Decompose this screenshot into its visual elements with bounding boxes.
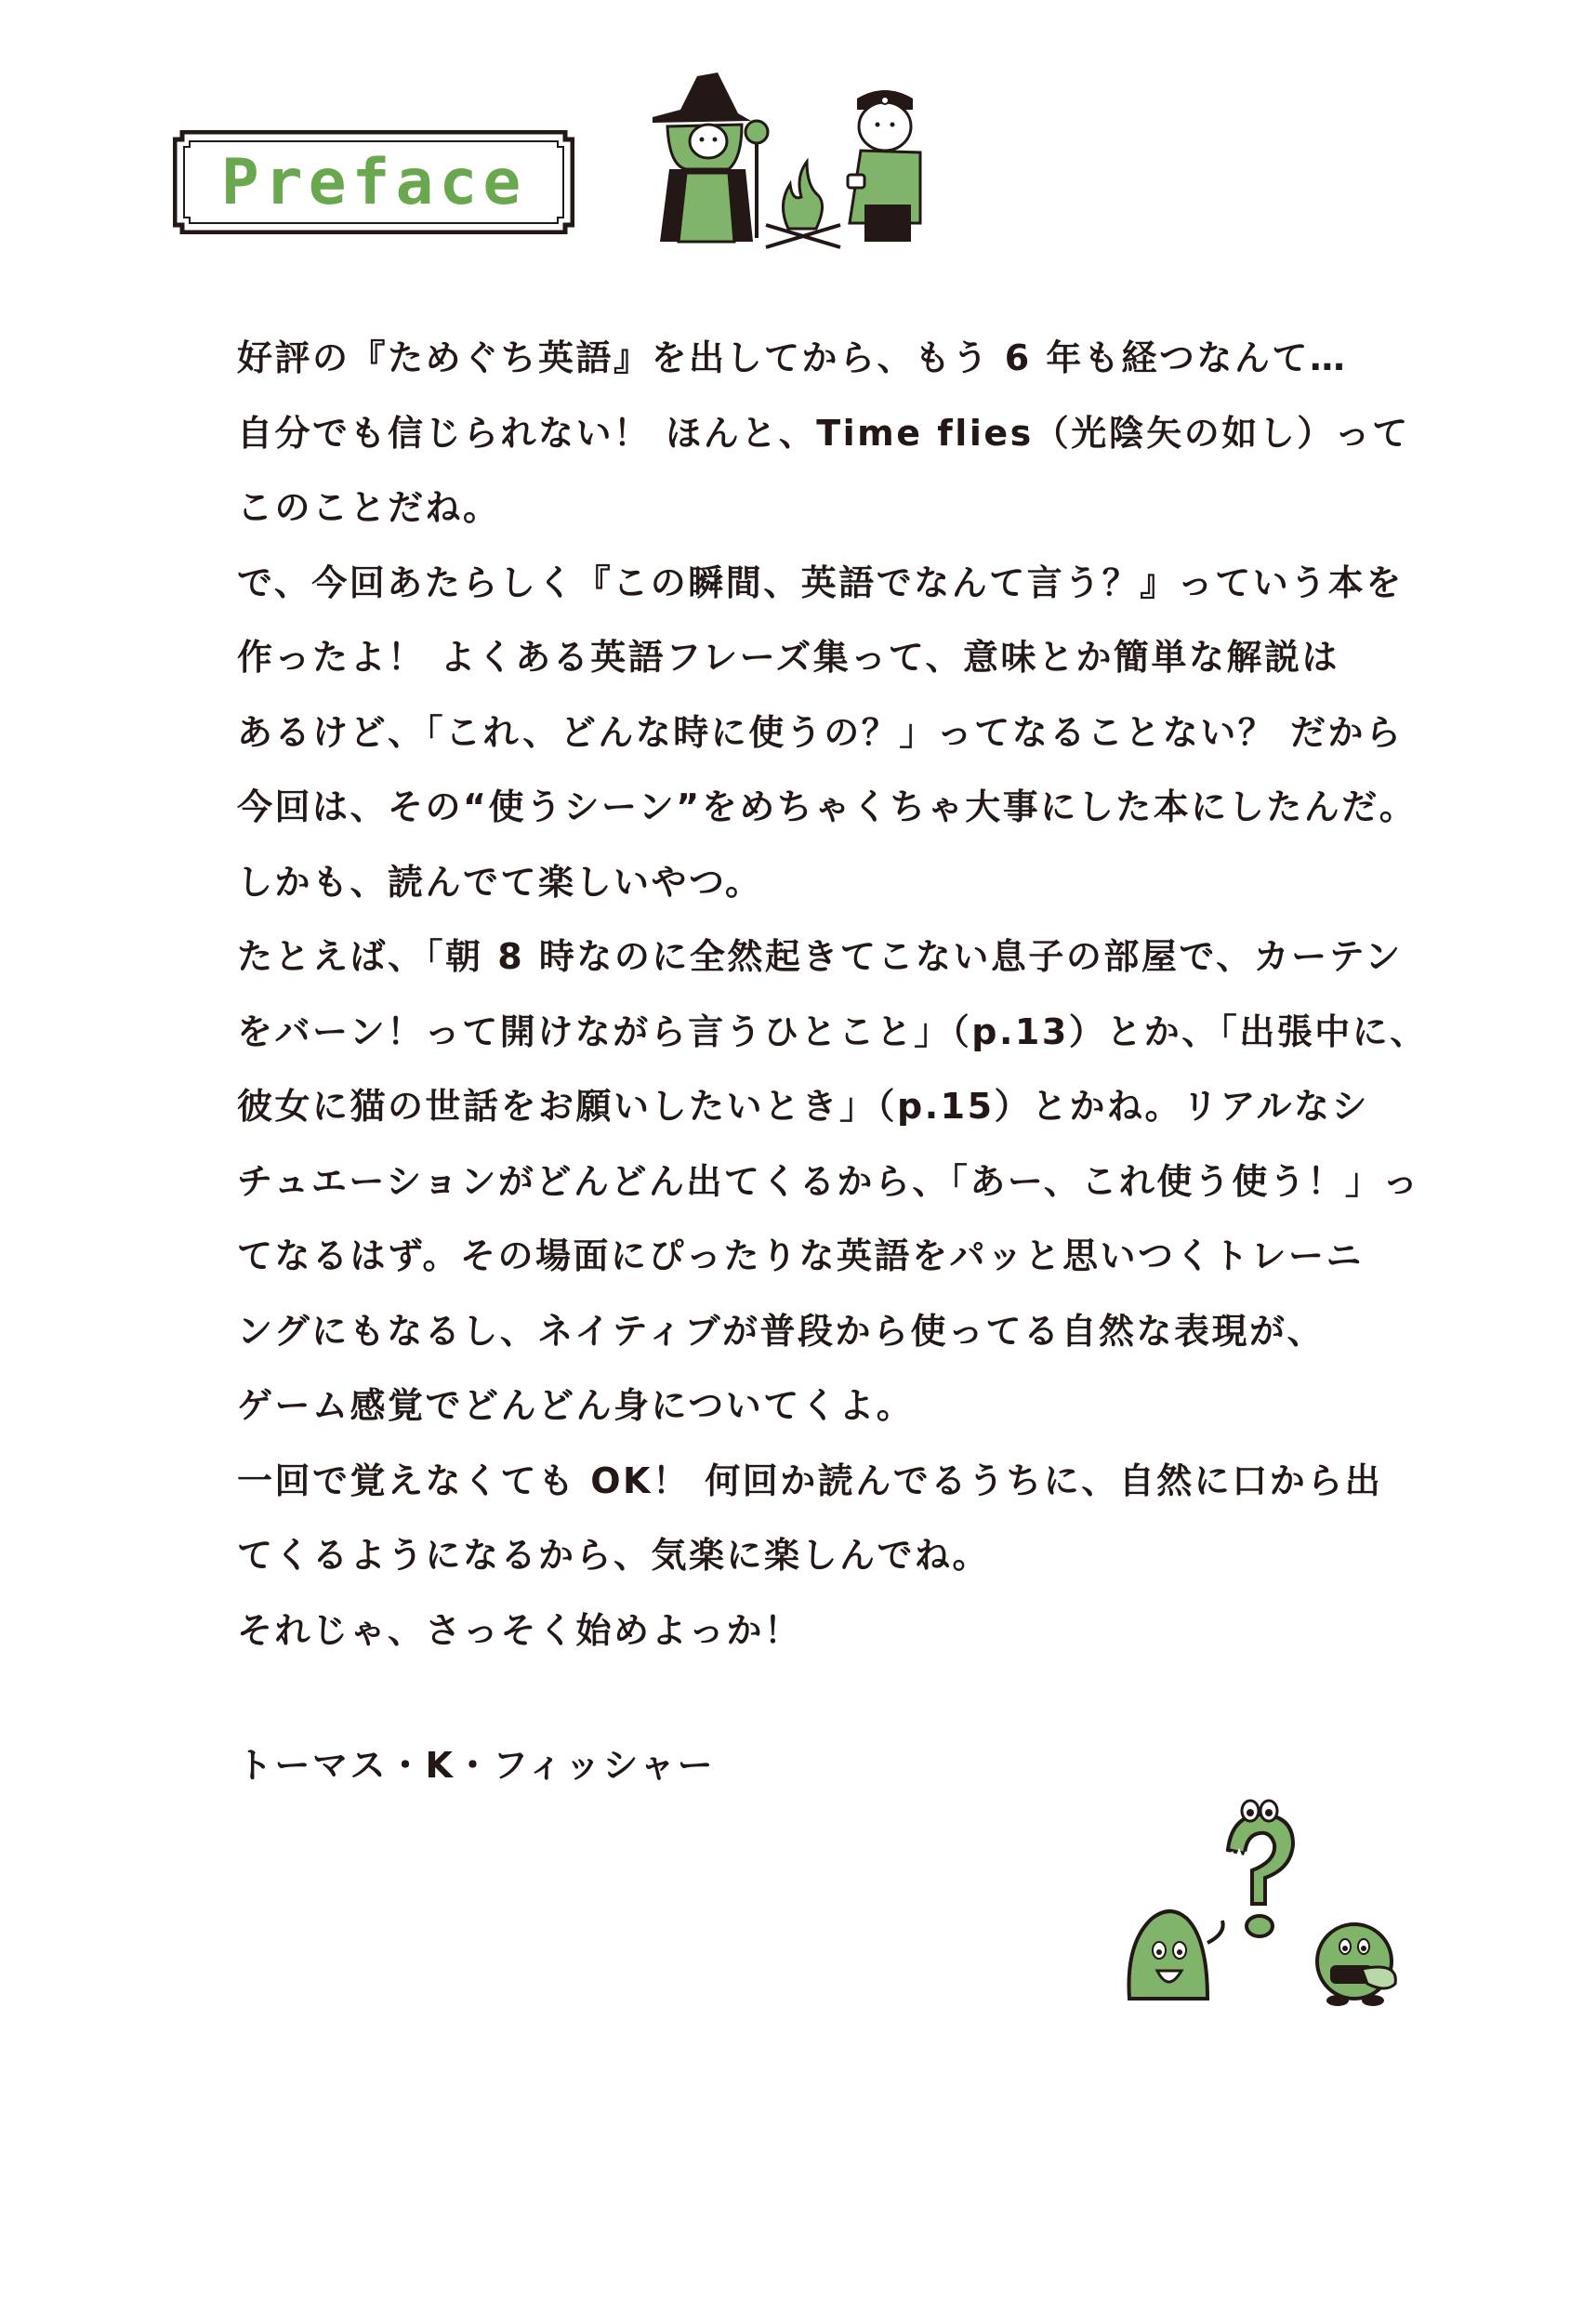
hero-figure <box>848 90 920 242</box>
body-line: てくるようになるから、気楽に楽しんでね。 <box>237 1535 991 1576</box>
question-mark-monster-icon <box>1228 1801 1293 1936</box>
body-line: 彼女に猫の世話をお願いしたいとき」（p.15）とかね。リアルなシ <box>237 1086 1370 1127</box>
body-line: 自分でも信じられない！ ほんと、Time flies（光陰矢の如し）って <box>237 412 1410 454</box>
body-line: ゲーム感覚でどんどん身についてくよ。 <box>237 1385 915 1426</box>
body-line: 今回は、その“使うシーン”をめちゃくちゃ大事にした本にしたんだ。 <box>237 786 1418 827</box>
three-green-monsters-illustration <box>1111 1794 1427 2036</box>
author-signature: トーマス・K・フィッシャー <box>237 1745 716 1786</box>
blob-monster-icon <box>1129 1911 1223 1999</box>
body-line: それじゃ、さっそく始めよっか！ <box>237 1609 802 1651</box>
preface-body <box>237 321 1427 1668</box>
witch-and-hero-campfire-illustration <box>641 65 930 251</box>
body-line: 一回で覚えなくても OK！ 何回か読んでるうちに、自然に口から出 <box>237 1459 1383 1501</box>
body-line: しかも、読んでて楽しいやつ。 <box>237 861 763 903</box>
body-line: このことだね。 <box>237 487 501 528</box>
body-line: で、今回あたらしく『この瞬間、英語でなんて言う？』っていう本を <box>237 561 1404 603</box>
body-line: あるけど、「これ、どんな時に使うの？」ってなることない？ だから <box>237 711 1404 753</box>
page-title: Preface <box>220 145 527 219</box>
body-line: をバーン！って開けながら言うひとこと」（p.13）とか、「出張中に、 <box>237 1010 1428 1052</box>
preface-title-box <box>173 130 574 234</box>
body-line: てなるはず。その場面にぴったりな英語をパッと思いつくトレーニ <box>237 1235 1364 1276</box>
witch-hat-icon <box>653 73 751 123</box>
body-line: 作ったよ！ よくある英語フレーズ集って、意味とか簡単な解説は <box>237 637 1340 678</box>
body-line: チュエーションがどんどん出てくるから、「あー、これ使う使う！」っ <box>237 1160 1420 1202</box>
campfire-icon <box>783 162 822 229</box>
body-line: 好評の『ためぐち英語』を出してから、もう 6 年も経つなんて… <box>237 337 1348 378</box>
body-line: ングにもなるし、ネイティブが普段から使ってる自然な表現が、 <box>237 1310 1325 1352</box>
round-monster-icon <box>1317 1924 1395 2006</box>
body-line: たとえば、「朝 8 時なのに全然起きてこない息子の部屋で、カーテン <box>237 936 1403 977</box>
